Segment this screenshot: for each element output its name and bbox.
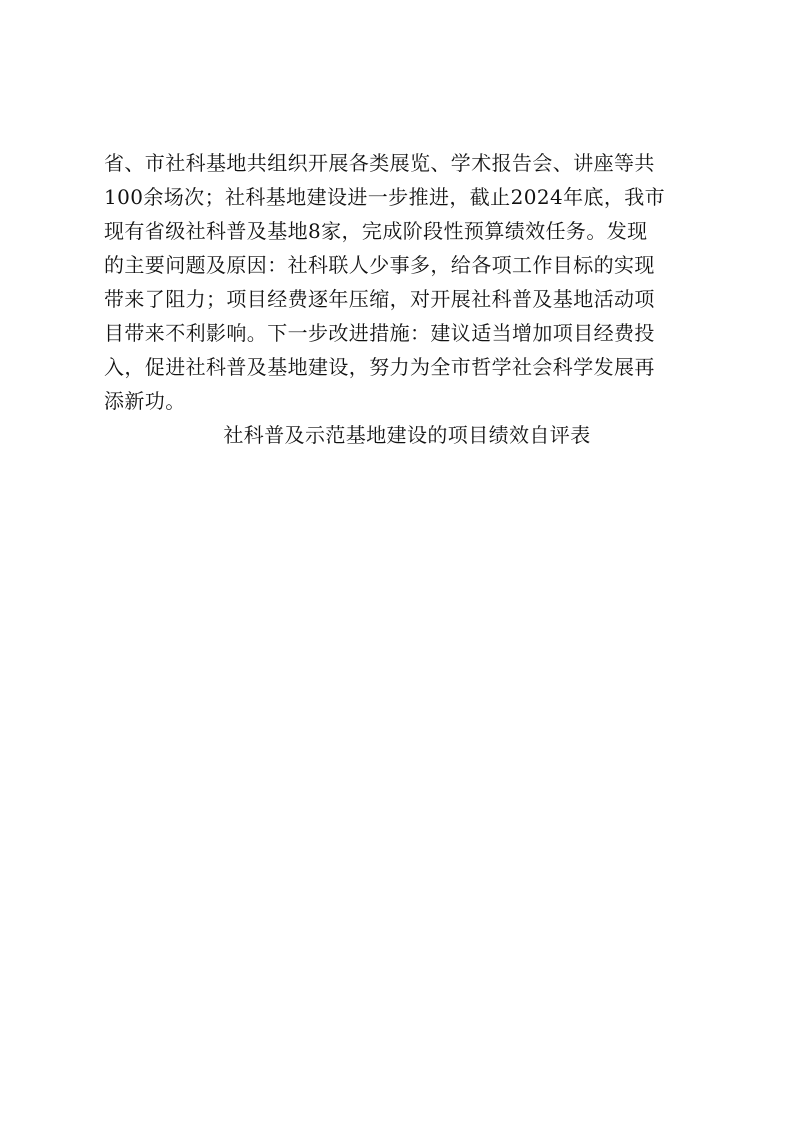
paragraph-line-7: 入，促进社科普及基地建设，努力为全市哲学社会科学发展再 (104, 355, 655, 379)
paragraph-line-1: 省、市社科基地共组织开展各类展览、学术报告会、讲座等共 (104, 151, 655, 175)
paragraph-line-5: 带来了阻力；项目经费逐年压缩，对开展社科普及基地活动项 (104, 287, 655, 311)
paragraph-line-8: 添新功。 (104, 389, 186, 413)
document-body (104, 146, 692, 452)
table-caption: 社科普及示范基地建设的项目绩效自评表 (223, 423, 591, 447)
paragraph-line-2: 100余场次；社科基地建设进一步推进，截止2024年底，我市 (104, 185, 666, 209)
paragraph-line-4: 的主要问题及原因：社科联人少事多，给各项工作目标的实现 (104, 253, 655, 277)
paragraph-line-3: 现有省级社科普及基地8家，完成阶段性预算绩效任务。发现 (104, 219, 648, 243)
paragraph-line-6: 目带来不利影响。下一步改进措施：建议适当增加项目经费投 (104, 321, 655, 345)
